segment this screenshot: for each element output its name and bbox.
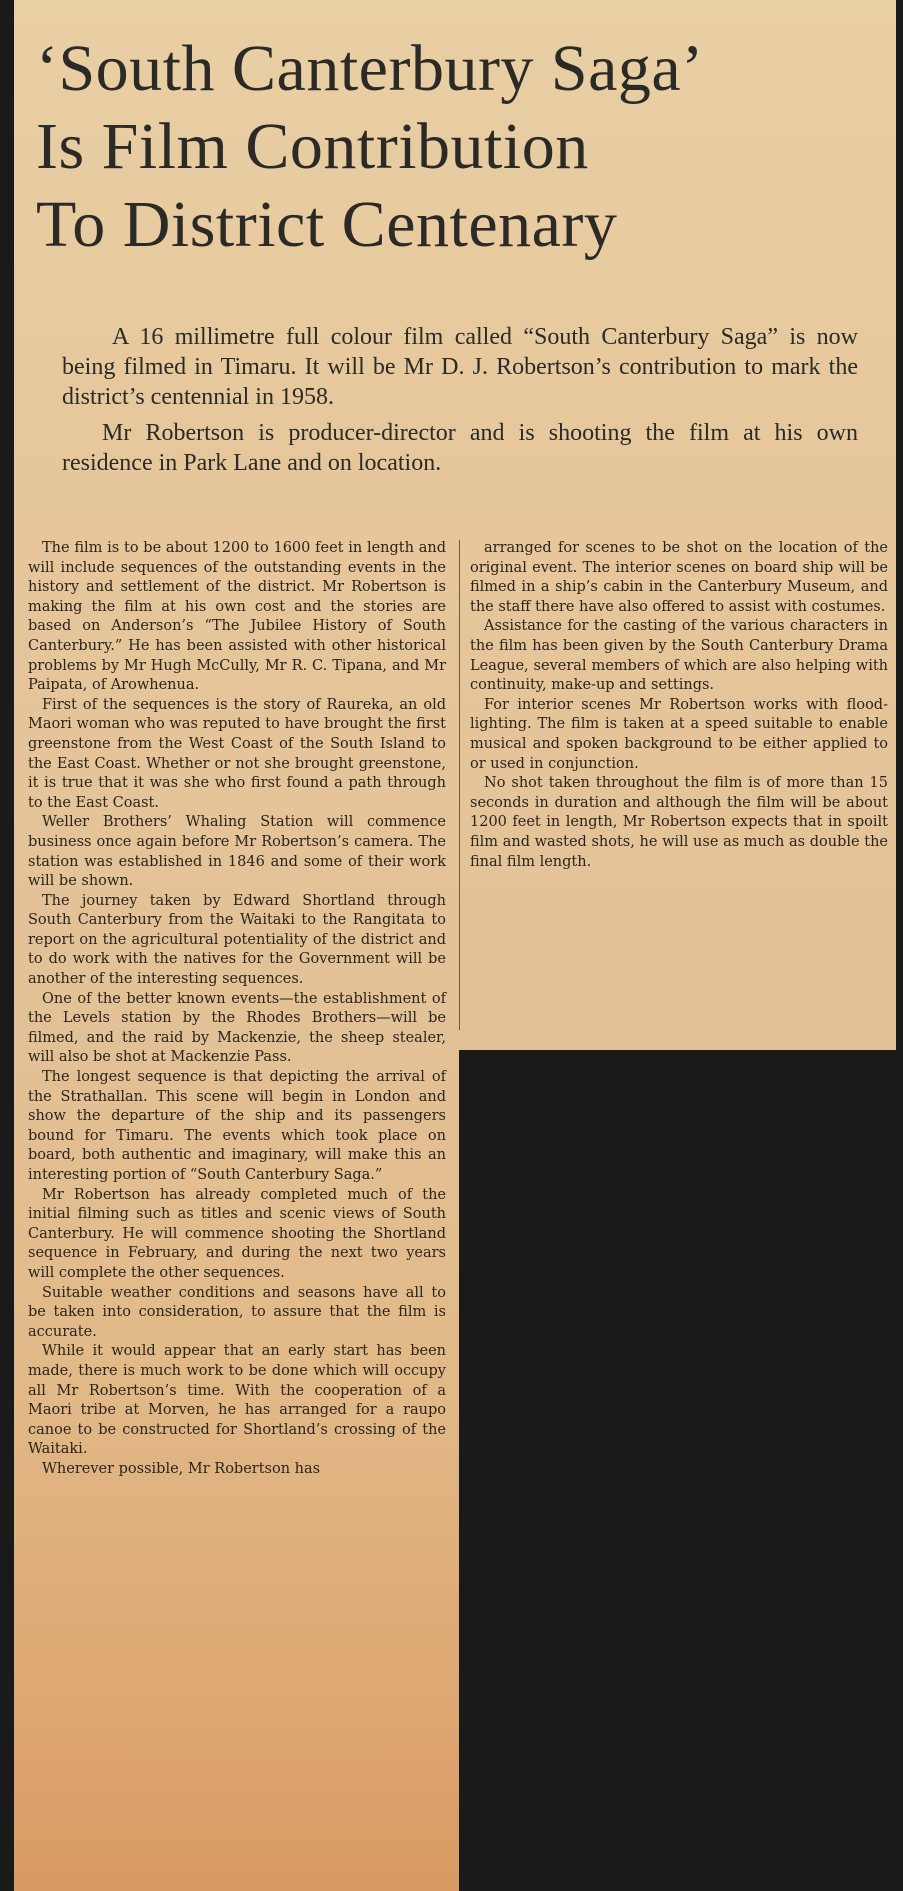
article-paragraph: Wherever possible, Mr Robertson has <box>42 1460 321 1477</box>
article-paragraph: Weller Brothers’ Whaling Station will commence business once again before Mr Robertson’s camera. The station was established in 1846 and some of their work will be shown. <box>28 814 446 890</box>
article-paragraph: First of the sequences is the story of Raureka, an old Maori woman who was reputed to have brought the first greenstone from the West Coast of the South Island to the East Coast. Whether or not she brought greenstone, it is true that it was she who first found a path through to the East Coast. <box>28 696 446 811</box>
article-paragraph: Assistance for the casting of the various characters in the film has been given by the South Canterbury Drama League, several members of which are also helping with continuity, make-up and settings. <box>470 618 888 694</box>
lede-paragraph: A 16 millimetre full colour film called “South Canterbury Saga” is now being filmed in Timaru. It will be Mr D. J. Robertson’s contribution to mark the district’s centennial in 1958. <box>62 324 858 410</box>
article-paragraph: arranged for scenes to be shot on the location of the original event. The interior scenes on board ship will be filmed in a ship’s cabin in the Canterbury Museum, and the staff there have also offered to assist with costumes. <box>470 540 888 615</box>
column-right <box>470 539 888 872</box>
headline-line-2: Is Film Contribution <box>36 110 589 183</box>
headline-line-1: ‘South Canterbury Saga’ <box>36 32 704 105</box>
headline-line-3: To District Centenary <box>36 188 618 261</box>
article-paragraph: The film is to be about 1200 to 1600 feet in length and will include sequences of the outstanding events in the history and settlement of the district. Mr Robertson is making the film at his own cost and the stories are based on Anderson’s “The Jubilee History of South Canterbury.” He has been assisted with other historical problems by Mr Hugh McCully, Mr R. C. Tipana, and Mr Paipata, of Arowhenua. <box>28 540 446 694</box>
column-left <box>28 539 446 1480</box>
article-paragraph: While it would appear that an early start has been made, there is much work to be done which will occupy all Mr Robertson’s time. With the cooperation of a Maori tribe at Morven, he has arranged for a raupo canoe to be constructed for Shortland’s crossing of the Waitaki. <box>28 1343 446 1458</box>
column-divider <box>459 540 460 1030</box>
lede-paragraph: Mr Robertson is producer-director and is shooting the film at his own residence in Park Lane and on location. <box>62 420 858 476</box>
article-paragraph: The journey taken by Edward Shortland through South Canterbury from the Waitaki to the Rangitata to report on the agricultural potentiality of the district and to do work with the natives for the Government will be another of the interesting sequences. <box>28 892 446 988</box>
article-paragraph: Suitable weather conditions and seasons have all to be taken into consideration, to assure that the film is accurate. <box>28 1284 446 1340</box>
article-paragraph: Mr Robertson has already completed much of the initial filming such as titles and scenic views of South Canterbury. He will commence shooting the Shortland sequence in February, and during the next two years will complete the other sequences. <box>28 1186 446 1281</box>
article-paragraph: The longest sequence is that depicting the arrival of the Strathallan. This scene will begin in London and show the departure of the ship and its passengers bound for Timaru. The events which took place on board, both authentic and imaginary, will make this an interesting portion of “South Canterbury Saga.” <box>28 1069 446 1183</box>
article-paragraph: For interior scenes Mr Robertson works with flood-lighting. The film is taken at a speed suitable to enable musical and spoken background to be either applied to or used in conjunction. <box>470 696 888 772</box>
article-paragraph: One of the better known events—the establishment of the Levels station by the Rhodes Brothers—will be filmed, and the raid by Mackenzie, the sheep stealer, will also be shot at Mackenzie Pass. <box>28 990 446 1066</box>
headline <box>36 30 886 264</box>
article-paragraph: No shot taken throughout the film is of more than 15 seconds in duration and although the film will be about 1200 feet in length, Mr Robertson expects that in spoilt film and wasted shots, he will use as much as double the final film length. <box>470 775 888 870</box>
lede <box>62 322 858 478</box>
